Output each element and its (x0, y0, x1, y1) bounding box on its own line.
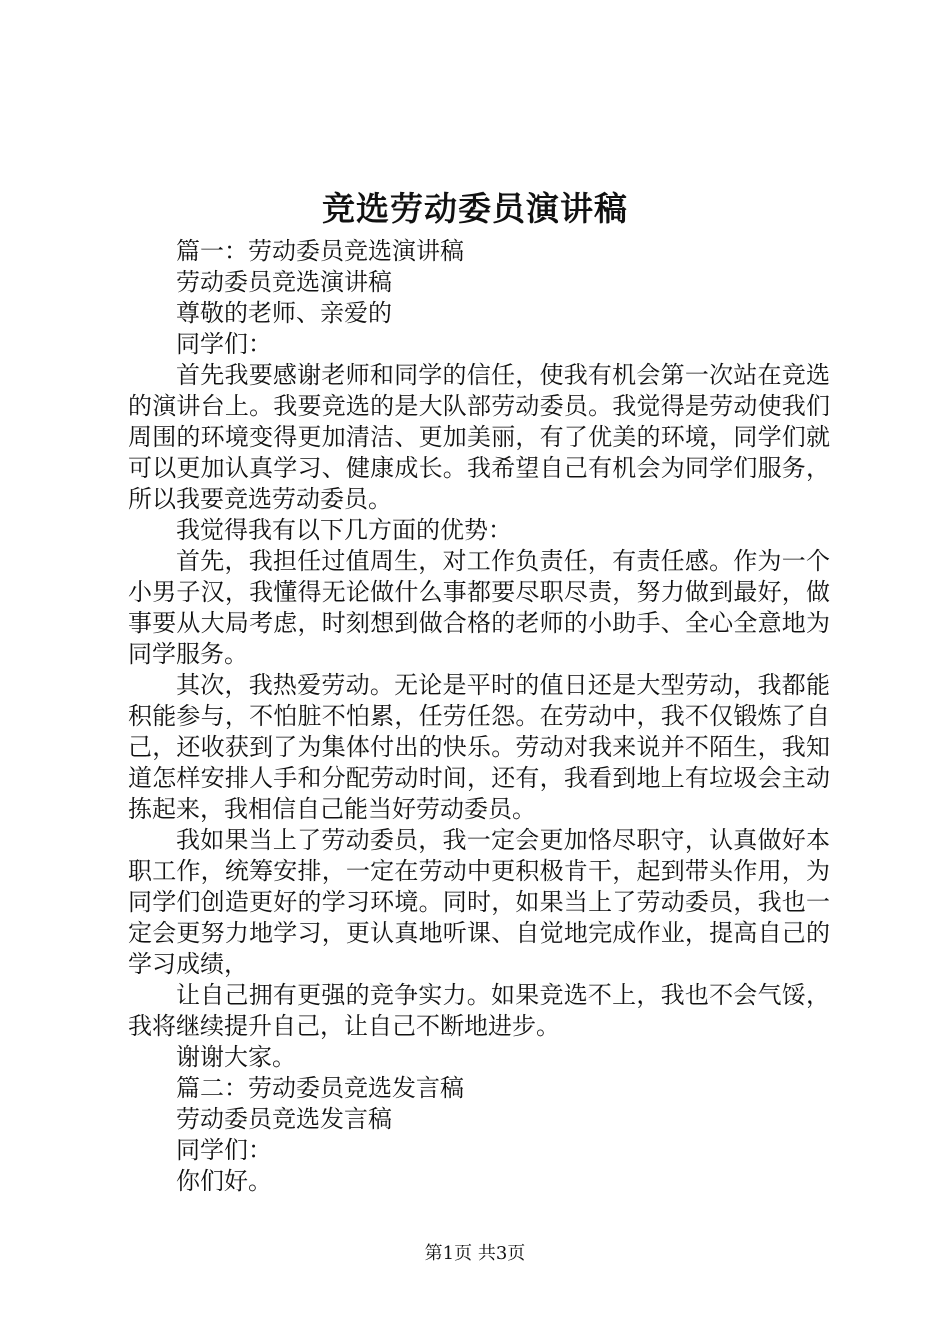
paragraph: 你们好。 (176, 1167, 272, 1195)
paragraph: 其次，我热爱劳动。无论是平时的值日还是大型劳动，我都能积能参与，不怕脏不怕累，任劳任怨。在劳动中，我不仅锻炼了自己，还收获到了为集体付出的快乐。劳动对我来说并不陌生，我知道怎样安排人手和分配劳动时间，还有，我看到地上有垃圾会主动拣起来，我相信自己能当好劳动委员。 (128, 671, 830, 823)
paragraph: 我觉得我有以下几方面的优势： (176, 516, 512, 544)
paragraph: 我如果当上了劳动委员，我一定会更加恪尽职守，认真做好本职工作，统筹安排，一定在劳动中更积极肯干，起到带头作用，为同学们创造更好的学习环境。同时，如果当上了劳动委员，我也一定会更努力地学习，更认真地听课、自觉地完成作业，提高自己的学习成绩， (128, 826, 830, 978)
page-title: 竞选劳动委员演讲稿 (322, 189, 628, 228)
page-footer: 第1页 共3页 (424, 1243, 526, 1264)
paragraph: 劳动委员竞选发言稿 (176, 1105, 392, 1133)
paragraph: 同学们： (176, 1136, 272, 1164)
paragraph: 首先，我担任过值周生，对工作负责任，有责任感。作为一个小男子汉，我懂得无论做什么事都要尽职尽责，努力做到最好，做事要从大局考虑，时刻想到做合格的老师的小助手、全心全意地为同学服务。 (128, 547, 830, 668)
document-body (128, 236, 830, 1197)
paragraph: 篇一：劳动委员竞选演讲稿 (176, 237, 464, 265)
paragraph: 同学们： (176, 330, 272, 358)
paragraph: 劳动委员竞选演讲稿 (176, 268, 392, 296)
paragraph: 尊敬的老师、亲爱的 (176, 299, 392, 327)
paragraph: 首先我要感谢老师和同学的信任，使我有机会第一次站在竞选的演讲台上。我要竞选的是大队部劳动委员。我觉得是劳动使我们周围的环境变得更加清洁、更加美丽，有了优美的环境，同学们就可以更加认真学习、健康成长。我希望自己有机会为同学们服务，所以我要竞选劳动委员。 (128, 361, 830, 513)
paragraph: 让自己拥有更强的竞争实力。如果竞选不上，我也不会气馁，我将继续提升自己，让自己不断地进步。 (128, 981, 830, 1040)
paragraph: 篇二：劳动委员竞选发言稿 (176, 1074, 464, 1102)
paragraph: 谢谢大家。 (176, 1043, 296, 1071)
